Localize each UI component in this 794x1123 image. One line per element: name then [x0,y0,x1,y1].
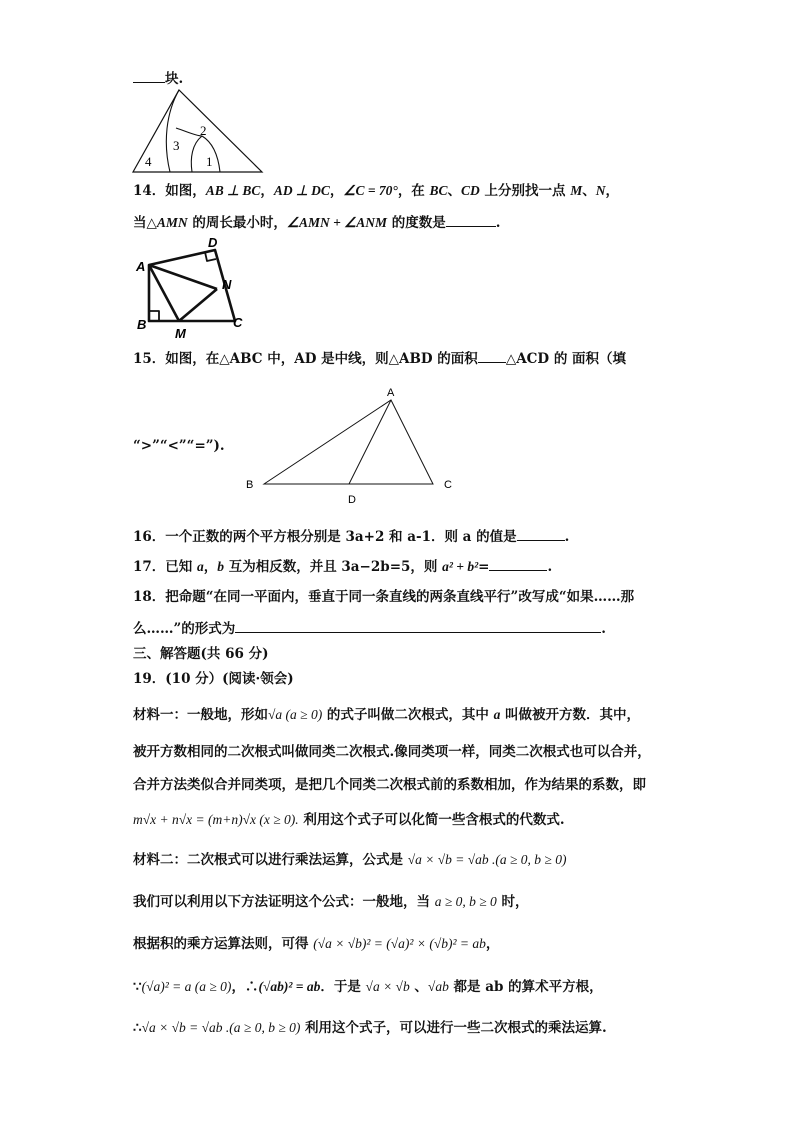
triangle-figure-15 [240,384,460,508]
vertex-label: D [348,494,356,506]
answer-blank[interactable] [478,348,506,363]
q15-line2: “>”“<”“=”). [133,438,225,454]
region-label: 2 [200,123,207,138]
vertex-label: C [444,479,452,491]
triangle-figure-13 [130,88,270,176]
q14-line1: 14．如图，AB ⊥ BC，AD ⊥ DC，∠C = 70°，在 BC、CD 上分别找一点 M、N， [133,183,619,199]
region-label: 4 [145,154,152,169]
quadrilateral-figure-14 [135,235,253,341]
vertex-label: D [208,235,218,250]
region-label: 3 [173,138,180,153]
q18-line2: 么……”的形式为 . [133,618,606,638]
answer-blank[interactable] [517,526,565,541]
proof-line2: 根据积的乘方运算法则，可得 (√a × √b)² = (√a)² × (√b)² = ab， [133,936,500,952]
q13-tail-text: 块. [165,71,184,87]
vertex-label: A [387,387,395,399]
material1-line4: m√x + n√x = (m+n)√x (x ≥ 0). 利用这个式子可以化简一些含根式的代数式. [133,812,565,828]
q19-heading: 19．(10 分）(阅读·领会) [133,671,294,687]
region-label: 1 [206,154,213,169]
answer-blank[interactable] [133,68,165,83]
answer-blank[interactable] [235,618,601,633]
section-heading: 三、解答题(共 66 分) [133,646,269,662]
proof-line1: 我们可以利用以下方法证明这个公式：一般地，当 a ≥ 0, b ≥ 0 时， [133,894,529,910]
material1-line1: 材料一：一般地，形如√a (a ≥ 0) 的式子叫做二次根式，其中 a 叫做被开方数．其中， [133,707,641,723]
q17-line: 17．已知 a，b 互为相反数，并且 3a−2b=5，则 a² + b²= . [133,556,552,576]
vertex-label: N [222,277,232,292]
material1-line3: 合并方法类似合并同类项，是把几个同类二次根式前的系数相加，作为结果的系数，即 [133,777,646,793]
answer-blank[interactable] [446,212,496,227]
proof-line4: ∴√a × √b = √ab .(a ≥ 0, b ≥ 0) 利用这个式子，可以进行一些二次根式的乘法运算. [133,1020,607,1036]
q16-line: 16．一个正数的两个平方根分别是 3a+2 和 a-1．则 a 的值是 . [133,526,569,546]
vertex-label: C [233,315,243,330]
vertex-label: M [175,326,186,341]
q14-line2: 当△AMN 的周长最小时，∠AMN + ∠ANM 的度数是 . [133,212,500,232]
q15-line1: 15．如图，在△ABC 中，AD 是中线，则△ABD 的面积 △ACD 的 面积（填 [133,348,626,368]
vertex-label: B [137,317,147,332]
material2-line: 材料二：二次根式可以进行乘法运算，公式是 √a × √b = √ab .(a ≥ 0, b ≥ 0) [133,852,567,868]
proof-line3: ∵(√a)² = a (a ≥ 0)，∴(√ab)² = ab．于是 √a × √b 、√ab 都是 ab 的算术平方根， [133,979,603,995]
q18-line1: 18．把命题“在同一平面内，垂直于同一条直线的两条直线平行”改写成“如果……那 [133,589,635,605]
q13-answer-line [133,68,183,88]
vertex-label: B [246,479,254,491]
vertex-label: A [136,259,146,274]
answer-blank[interactable] [489,556,547,571]
material1-line2: 被开方数相同的二次根式叫做同类二次根式.像同类项一样，同类二次根式也可以合并， [133,744,651,760]
